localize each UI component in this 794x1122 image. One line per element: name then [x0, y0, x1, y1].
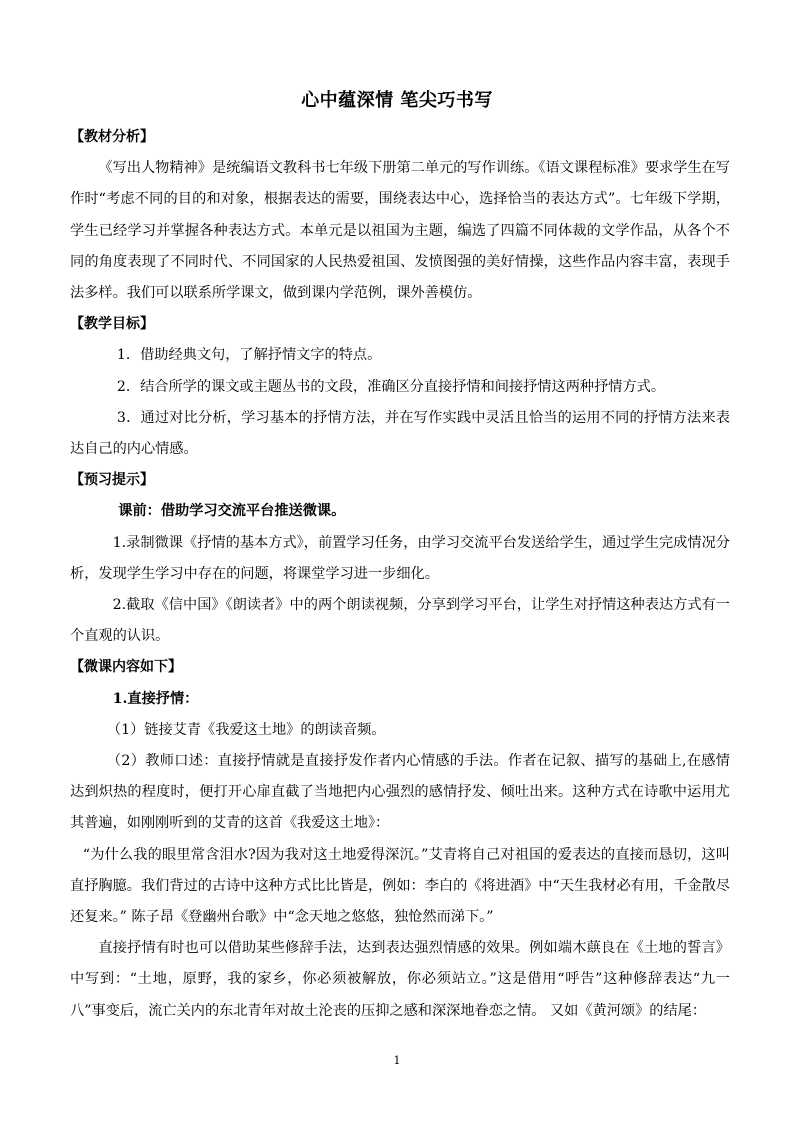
document-title: 心中蕴深情 笔尖巧书写 [301, 90, 493, 111]
page-number: 1 [393, 1054, 401, 1067]
section-heading-micro-lesson: 【微课内容如下】 [70, 659, 182, 676]
section-heading-analysis: 【教材分析】 [70, 129, 154, 145]
preview-item: 2.截取《信中国》《朗读者》中的两个朗读视频，分享到学习平台，让学生对抒情这种表达方式有一个直观的认识。 [70, 597, 730, 645]
goal-item: 1．借助经典文句，了解抒情文字的特点。 [116, 347, 382, 364]
micro-lesson-item: （2）教师口述：直接抒情就是直接抒发作者内心情感的手法。作者在记叙、描写的基础上,在感情达到炽热的程度时，便打开心扉直截了当地把内心强烈的感情抒发、倾吐出来。这种方式在诗歌中运用尤其普遍，如刚刚听到的艾青的这首《我爱这土地》： [70, 753, 730, 832]
preview-subheading: 课前：借助学习交流平台推送微课。 [118, 503, 346, 520]
document-body [70, 122, 730, 1027]
rhetoric-paragraph: 直接抒情有时也可以借助某些修辞手法，达到表达强烈情感的效果。例如端木蕻良在《土地的誓言》中写到：“土地，原野，我的家乡，你必须被解放，你必须站立。”这是借用“呼告”这种修辞表达“九一八”事变后，流亡关内的东北青年对故土沦丧的压抑之感和深深地眷恋之情。 又如《黄河颂》的结尾： [70, 940, 730, 1019]
micro-lesson-item: （1）链接艾青《我爱这土地》的朗读音频。 [106, 721, 386, 738]
quote-paragraph: “为什么我的眼里常含泪水?因为我对这土地爱得深沉。”艾青将自己对祖国的爱表达的直接而恳切，这叫直抒胸臆。我们背过的古诗中这种方式比比皆是，例如：李白的《将进酒》中“天生我材必有用，千金散尽还复来。” 陈子昂《登幽州台歌》中“念天地之悠悠，独怆然而涕下。” [70, 846, 730, 926]
micro-lesson-subheading: 1.直接抒情： [112, 690, 199, 707]
analysis-paragraph: 《写出人物精神》是统编语文教科书七年级下册第二单元的写作训练。《语文课程标准》要求学生在写作时“考虑不同的目的和对象，根据表达的需要，围绕表达中心，选择恰当的表达方式”。七年级下学期，学生已经学习并掌握各种表达方式。本单元是以祖国为主题，编选了四篇不同体裁的文学作品，从各个不同的角度表现了不同时代、不同国家的人民热爱祖国、发愤图强的美好情操，这些作品内容丰富，表现手法多样。我们可以联系所学课文，做到课内学范例，课外善模仿。 [70, 160, 730, 302]
preview-item: 1.录制微课《抒情的基本方式》，前置学习任务，由学习交流平台发送给学生，通过学生完成情况分析，发现学生学习中存在的问题，将课堂学习进一步细化。 [70, 534, 730, 582]
goal-item: 3．通过对比分析，学习基本的抒情方法，并在写作实践中灵活且恰当的运用不同的抒情方法来表达自己的内心情感。 [70, 409, 730, 458]
goal-item: 2．结合所学的课文或主题丛书的文段，准确区分直接抒情和间接抒情这两种抒情方式。 [116, 378, 666, 395]
section-heading-preview: 【预习提示】 [70, 472, 154, 489]
section-heading-goals: 【教学目标】 [70, 316, 154, 333]
